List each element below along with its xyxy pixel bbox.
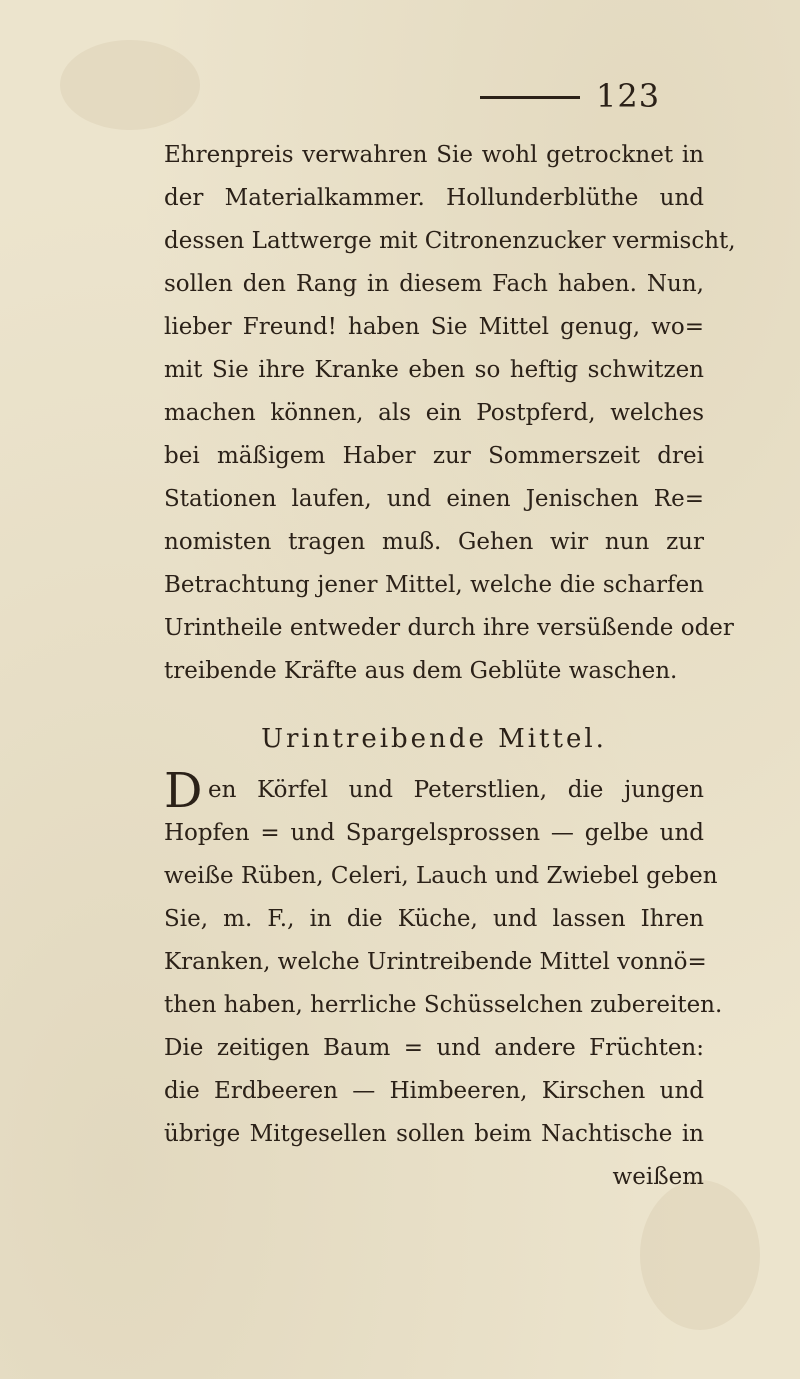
catchword: weißem	[612, 1164, 704, 1190]
drop-cap: D	[164, 763, 203, 819]
text-line: Hopfen = und Spargelsprossen — gelbe und	[164, 820, 704, 846]
text-line: übrige Mitgesellen sollen beim Nachtische in	[164, 1121, 704, 1147]
text-line: Betrachtung jener Mittel, welche die scharfen	[164, 572, 704, 598]
text-line: nomisten tragen muß. Gehen wir nun zur	[164, 529, 704, 555]
paper-stain	[60, 40, 200, 130]
paragraph-2	[164, 763, 723, 1199]
text-line: der Materialkammer. Hollunderblüthe und	[164, 185, 704, 211]
header-rule	[480, 96, 580, 99]
text-line: mit Sie ihre Kranke eben so heftig schwitzen	[164, 357, 704, 383]
section-heading: Urintreibende Mittel.	[261, 724, 607, 754]
paragraph-1	[164, 134, 736, 693]
text-line: Sie, m. F., in die Küche, und lassen Ihren	[164, 906, 704, 932]
text-line: lieber Freund! haben Sie Mittel genug, wo=	[164, 314, 704, 340]
page-number: 123	[596, 77, 661, 115]
text-line: weiße Rüben, Celeri, Lauch und Zwiebel geben	[164, 863, 718, 889]
text-line: sollen den Rang in diesem Fach haben. Nun,	[164, 271, 704, 297]
text-line: treibende Kräfte aus dem Geblüte waschen.	[164, 658, 678, 684]
body-text	[164, 134, 736, 1199]
text-line: Die zeitigen Baum = und andere Früchten:	[164, 1035, 704, 1061]
text-line: then haben, herrliche Schüsselchen zubereiten.	[164, 992, 723, 1018]
paper-stain	[640, 1180, 760, 1330]
text-line: Ehrenpreis verwahren Sie wohl getrocknet in	[164, 142, 704, 168]
text-line: Urintheile entweder durch ihre versüßende oder	[164, 615, 734, 641]
text-line: bei mäßigem Haber zur Sommerszeit drei	[164, 443, 704, 469]
text-line: die Erdbeeren — Himbeeren, Kirschen und	[164, 1078, 704, 1104]
text-line: en Körfel und Peterstlien, die jungen	[208, 777, 704, 803]
text-line: Stationen laufen, und einen Jenischen Re=	[164, 486, 704, 512]
text-line: Kranken, welche Urintreibende Mittel vonnö=	[164, 949, 707, 975]
text-line: machen können, als ein Postpferd, welches	[164, 400, 704, 426]
text-line: dessen Lattwerge mit Citronenzucker vermischt,	[164, 228, 736, 254]
